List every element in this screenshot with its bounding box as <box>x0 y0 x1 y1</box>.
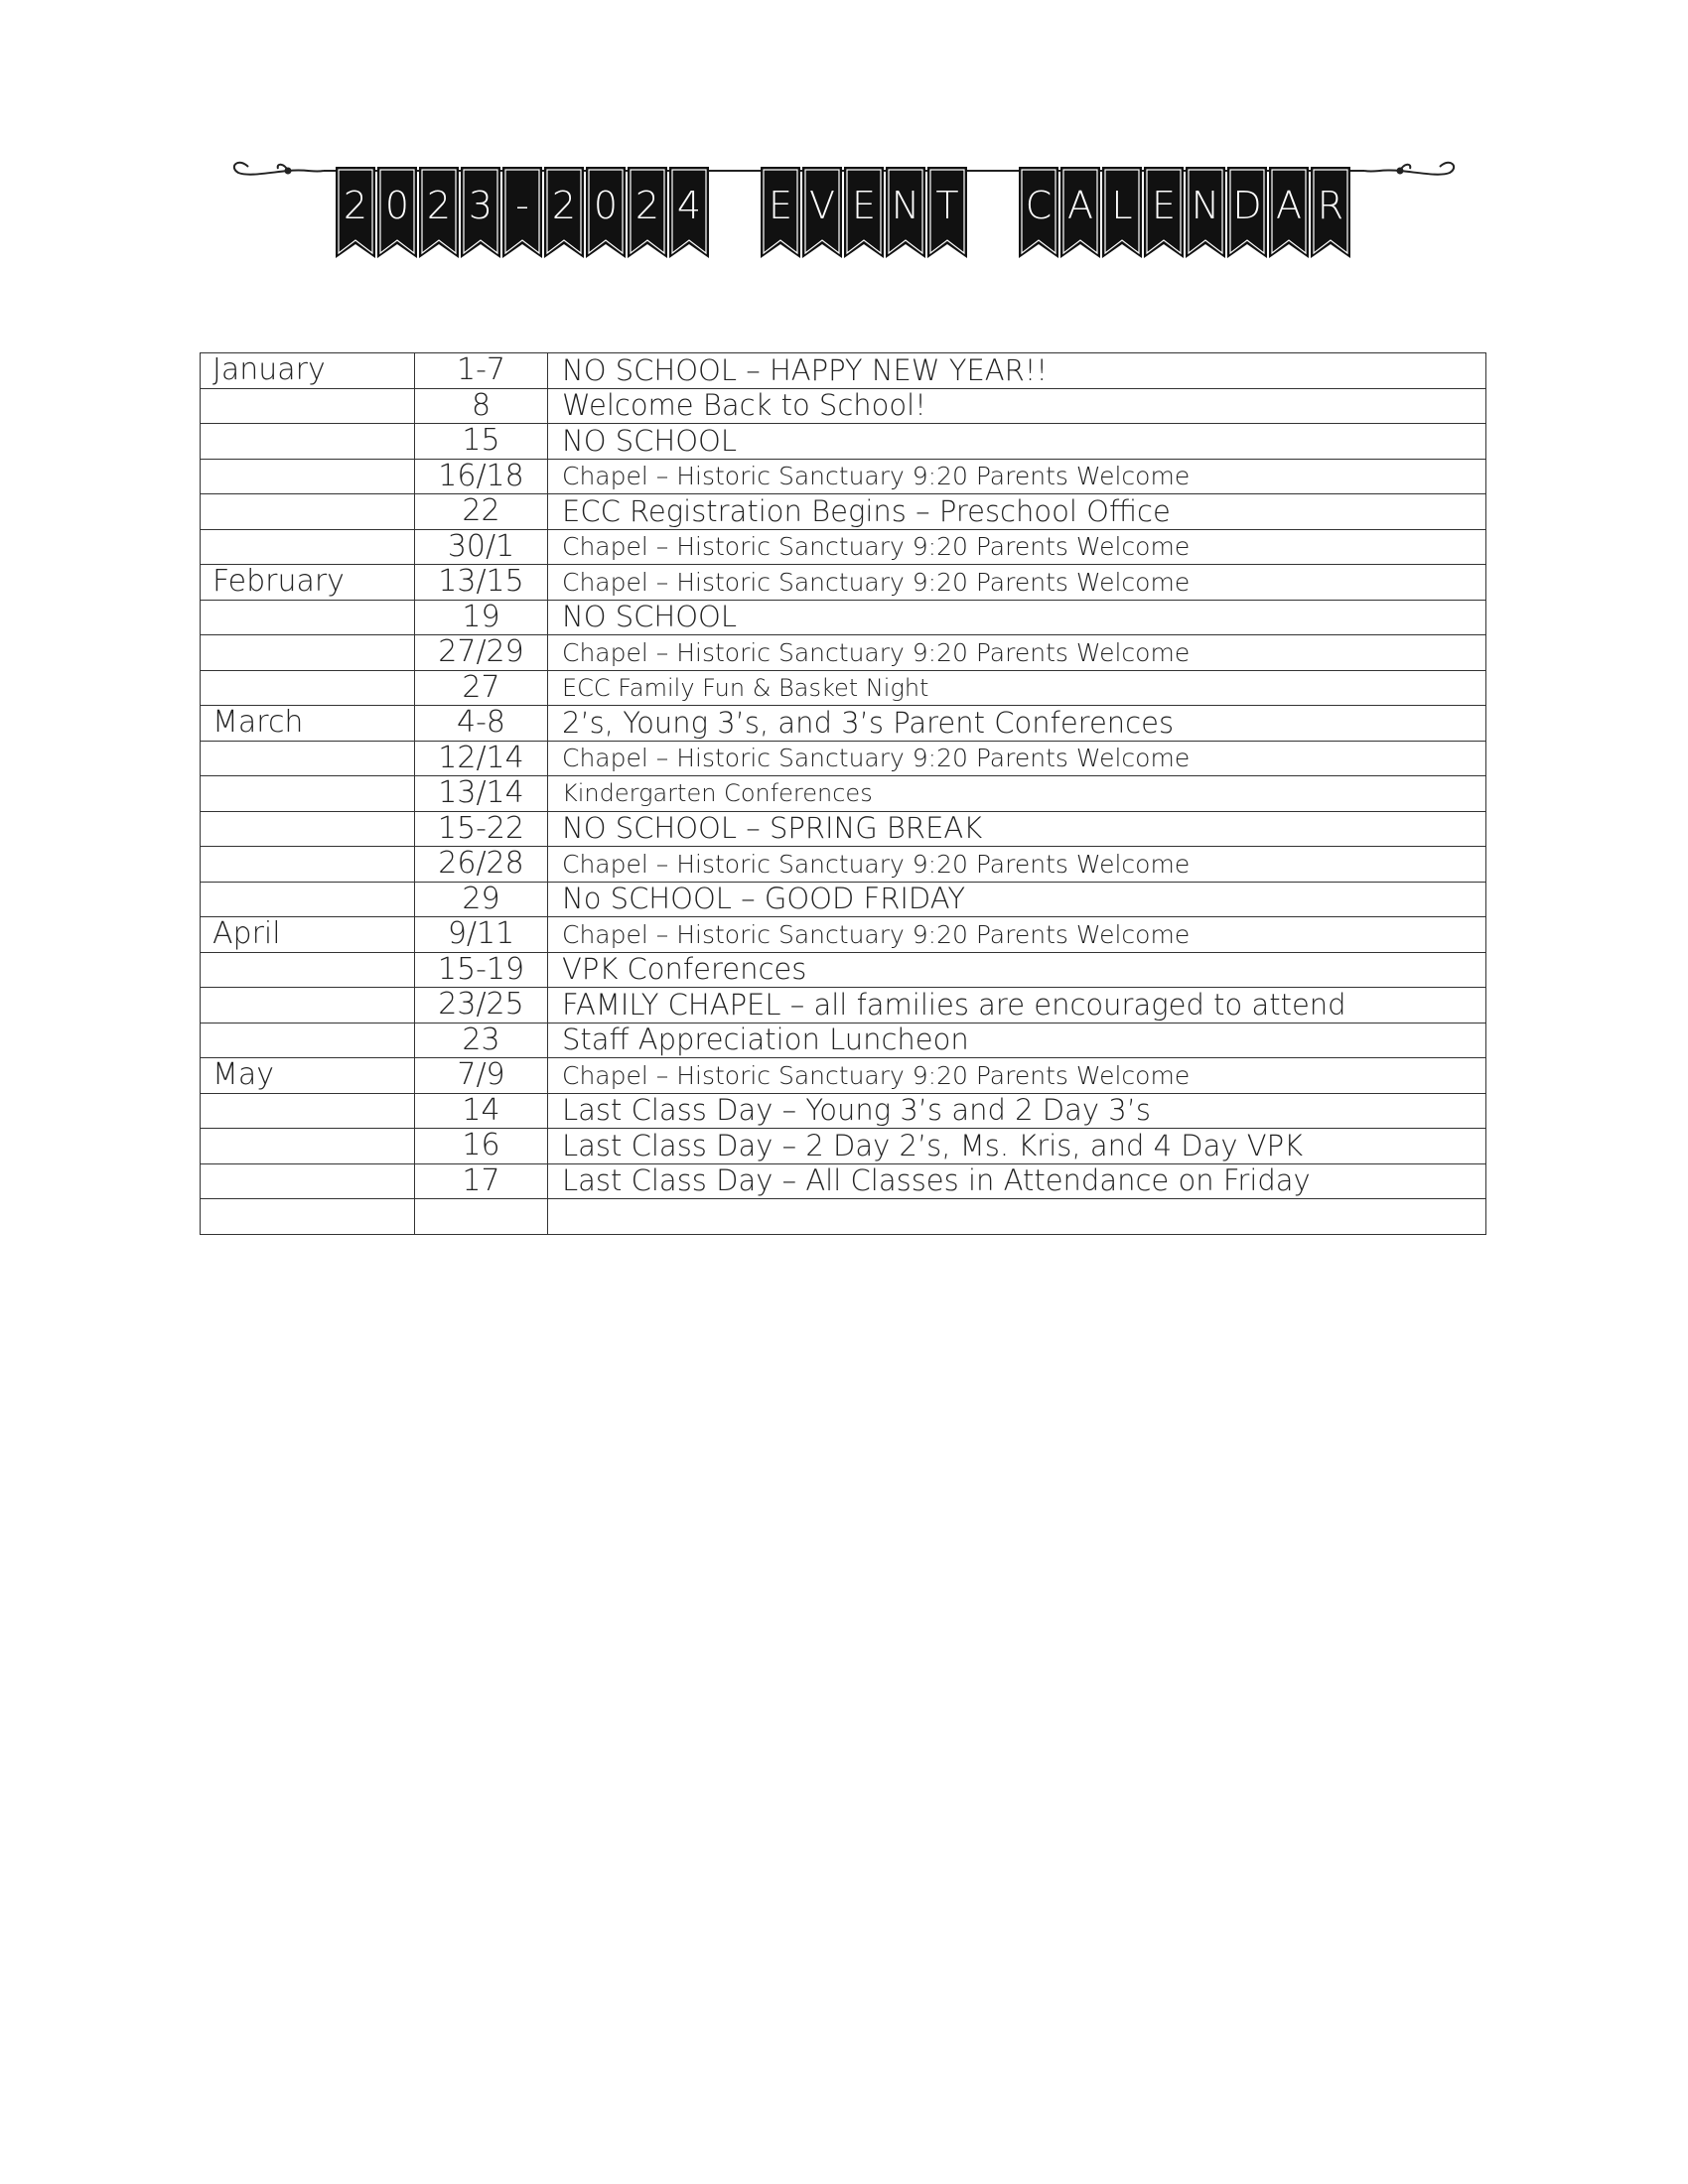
banner-pennant <box>1227 167 1267 258</box>
banner-pennant <box>502 167 542 258</box>
event-cell <box>548 1199 1486 1235</box>
banner-pennant <box>544 167 584 258</box>
svg-text:4: 4 <box>676 184 702 227</box>
event-calendar-table <box>200 352 1486 1235</box>
month-cell <box>201 600 415 635</box>
svg-text:E: E <box>851 184 877 227</box>
event-cell: Chapel – Historic Sanctuary 9:20 Parents Welcome <box>548 741 1486 776</box>
event-cell: Last Class Day – 2 Day 2’s, Ms. Kris, and 4 Day VPK <box>548 1129 1486 1164</box>
event-cell: Last Class Day – Young 3’s and 2 Day 3’s <box>548 1093 1486 1129</box>
date-cell: 27 <box>415 670 548 706</box>
month-cell <box>201 952 415 988</box>
month-cell: February <box>201 565 415 601</box>
svg-text:T: T <box>935 184 959 227</box>
event-cell: No SCHOOL – GOOD FRIDAY <box>548 882 1486 917</box>
date-cell: 23/25 <box>415 988 548 1024</box>
svg-text:N: N <box>891 184 920 227</box>
banner-pennant <box>461 167 500 258</box>
date-cell: 12/14 <box>415 741 548 776</box>
svg-text:E: E <box>768 184 793 227</box>
calendar-row <box>201 353 1486 389</box>
calendar-row <box>201 1093 1486 1129</box>
svg-text:L: L <box>1111 184 1133 227</box>
month-cell <box>201 670 415 706</box>
date-cell: 19 <box>415 600 548 635</box>
svg-text:A: A <box>1276 184 1302 227</box>
svg-text:0: 0 <box>384 184 410 227</box>
calendar-row <box>201 600 1486 635</box>
date-cell: 17 <box>415 1163 548 1199</box>
calendar-row <box>201 1163 1486 1199</box>
calendar-row <box>201 494 1486 530</box>
month-cell <box>201 459 415 494</box>
calendar-row <box>201 670 1486 706</box>
event-cell: Chapel – Historic Sanctuary 9:20 Parents Welcome <box>548 529 1486 565</box>
right-swirl-ornament <box>1364 163 1454 175</box>
calendar-row <box>201 706 1486 742</box>
date-cell: 13/15 <box>415 565 548 601</box>
month-cell <box>201 1199 415 1235</box>
banner-title-group <box>761 167 967 258</box>
banner-pennant <box>886 167 925 258</box>
date-cell: 9/11 <box>415 917 548 953</box>
title-banner <box>228 149 1460 268</box>
event-cell: ECC Family Fun & Basket Night <box>548 670 1486 706</box>
calendar-row <box>201 811 1486 847</box>
event-cell: FAMILY CHAPEL – all families are encouraged to attend <box>548 988 1486 1024</box>
date-cell: 16/18 <box>415 459 548 494</box>
month-cell <box>201 847 415 883</box>
event-cell: Chapel – Historic Sanctuary 9:20 Parents Welcome <box>548 565 1486 601</box>
month-cell: January <box>201 353 415 389</box>
svg-text:2: 2 <box>634 184 660 227</box>
date-cell: 15-19 <box>415 952 548 988</box>
svg-text:A: A <box>1067 184 1093 227</box>
banner-pennant <box>1269 167 1309 258</box>
event-cell: Kindergarten Conferences <box>548 776 1486 812</box>
banner-pennant <box>927 167 967 258</box>
event-cell: NO SCHOOL <box>548 424 1486 460</box>
event-cell: Chapel – Historic Sanctuary 9:20 Parents Welcome <box>548 459 1486 494</box>
event-cell: Chapel – Historic Sanctuary 9:20 Parents Welcome <box>548 635 1486 671</box>
calendar-row <box>201 388 1486 424</box>
calendar-row <box>201 635 1486 671</box>
date-cell: 27/29 <box>415 635 548 671</box>
calendar-row <box>201 988 1486 1024</box>
calendar-row <box>201 424 1486 460</box>
svg-text:D: D <box>1232 184 1262 227</box>
svg-text:2: 2 <box>551 184 577 227</box>
calendar-row <box>201 1199 1486 1235</box>
date-cell: 8 <box>415 388 548 424</box>
banner-pennant <box>1311 167 1350 258</box>
calendar-row <box>201 565 1486 601</box>
event-cell: NO SCHOOL – HAPPY NEW YEAR!! <box>548 353 1486 389</box>
svg-text:E: E <box>1151 184 1177 227</box>
month-cell <box>201 988 415 1024</box>
banner-pennant <box>628 167 667 258</box>
calendar-row <box>201 459 1486 494</box>
event-cell: Chapel – Historic Sanctuary 9:20 Parents Welcome <box>548 1058 1486 1094</box>
event-cell: Chapel – Historic Sanctuary 9:20 Parents Welcome <box>548 917 1486 953</box>
svg-text:3: 3 <box>468 184 493 227</box>
event-cell: Welcome Back to School! <box>548 388 1486 424</box>
date-cell: 23 <box>415 1023 548 1058</box>
month-cell <box>201 1163 415 1199</box>
month-cell <box>201 1093 415 1129</box>
calendar-row <box>201 847 1486 883</box>
event-cell: NO SCHOOL <box>548 600 1486 635</box>
svg-text:0: 0 <box>593 184 619 227</box>
calendar-row <box>201 952 1486 988</box>
banner-graphic <box>228 149 1460 268</box>
event-cell: Last Class Day – All Classes in Attendance on Friday <box>548 1163 1486 1199</box>
month-cell: April <box>201 917 415 953</box>
calendar-row <box>201 917 1486 953</box>
date-cell: 1-7 <box>415 353 548 389</box>
date-cell: 13/14 <box>415 776 548 812</box>
calendar-row <box>201 1058 1486 1094</box>
month-cell <box>201 494 415 530</box>
banner-pennant <box>1186 167 1225 258</box>
date-cell: 4-8 <box>415 706 548 742</box>
event-cell: 2’s, Young 3’s, and 3’s Parent Conferences <box>548 706 1486 742</box>
svg-text:N: N <box>1191 184 1220 227</box>
date-cell: 29 <box>415 882 548 917</box>
event-cell: VPK Conferences <box>548 952 1486 988</box>
month-cell <box>201 811 415 847</box>
calendar-row <box>201 1129 1486 1164</box>
banner-pennant <box>761 167 800 258</box>
calendar-row <box>201 882 1486 917</box>
banner-title-group <box>1019 167 1350 258</box>
calendar-row <box>201 741 1486 776</box>
month-cell <box>201 882 415 917</box>
banner-pennant <box>802 167 842 258</box>
banner-title-group <box>336 167 709 258</box>
date-cell: 15 <box>415 424 548 460</box>
calendar-row <box>201 1023 1486 1058</box>
date-cell: 22 <box>415 494 548 530</box>
date-cell: 16 <box>415 1129 548 1164</box>
svg-text:C: C <box>1025 184 1053 227</box>
month-cell <box>201 1129 415 1164</box>
svg-text:R: R <box>1317 184 1344 227</box>
event-cell: NO SCHOOL – SPRING BREAK <box>548 811 1486 847</box>
date-cell: 26/28 <box>415 847 548 883</box>
month-cell <box>201 635 415 671</box>
banner-pennant <box>336 167 375 258</box>
banner-pennant <box>586 167 626 258</box>
banner-pennant <box>1060 167 1100 258</box>
date-cell: 14 <box>415 1093 548 1129</box>
banner-pennant <box>419 167 459 258</box>
month-cell <box>201 388 415 424</box>
calendar-row <box>201 776 1486 812</box>
date-cell: 7/9 <box>415 1058 548 1094</box>
event-cell: Chapel – Historic Sanctuary 9:20 Parents Welcome <box>548 847 1486 883</box>
left-swirl-ornament <box>234 163 324 175</box>
banner-pennant <box>1019 167 1058 258</box>
event-cell: ECC Registration Begins – Preschool Office <box>548 494 1486 530</box>
banner-pennant <box>377 167 417 258</box>
date-cell: 15-22 <box>415 811 548 847</box>
svg-text:2: 2 <box>343 184 368 227</box>
month-cell <box>201 424 415 460</box>
banner-pennant <box>1144 167 1184 258</box>
month-cell <box>201 741 415 776</box>
month-cell <box>201 529 415 565</box>
date-cell <box>415 1199 548 1235</box>
month-cell: May <box>201 1058 415 1094</box>
date-cell: 30/1 <box>415 529 548 565</box>
banner-pennant <box>844 167 884 258</box>
calendar-row <box>201 529 1486 565</box>
svg-text:-: - <box>515 184 529 227</box>
month-cell: March <box>201 706 415 742</box>
event-cell: Staff Appreciation Luncheon <box>548 1023 1486 1058</box>
banner-pennant <box>1102 167 1142 258</box>
month-cell <box>201 776 415 812</box>
banner-pennant <box>669 167 709 258</box>
month-cell <box>201 1023 415 1058</box>
svg-text:2: 2 <box>426 184 452 227</box>
svg-text:V: V <box>809 184 835 227</box>
